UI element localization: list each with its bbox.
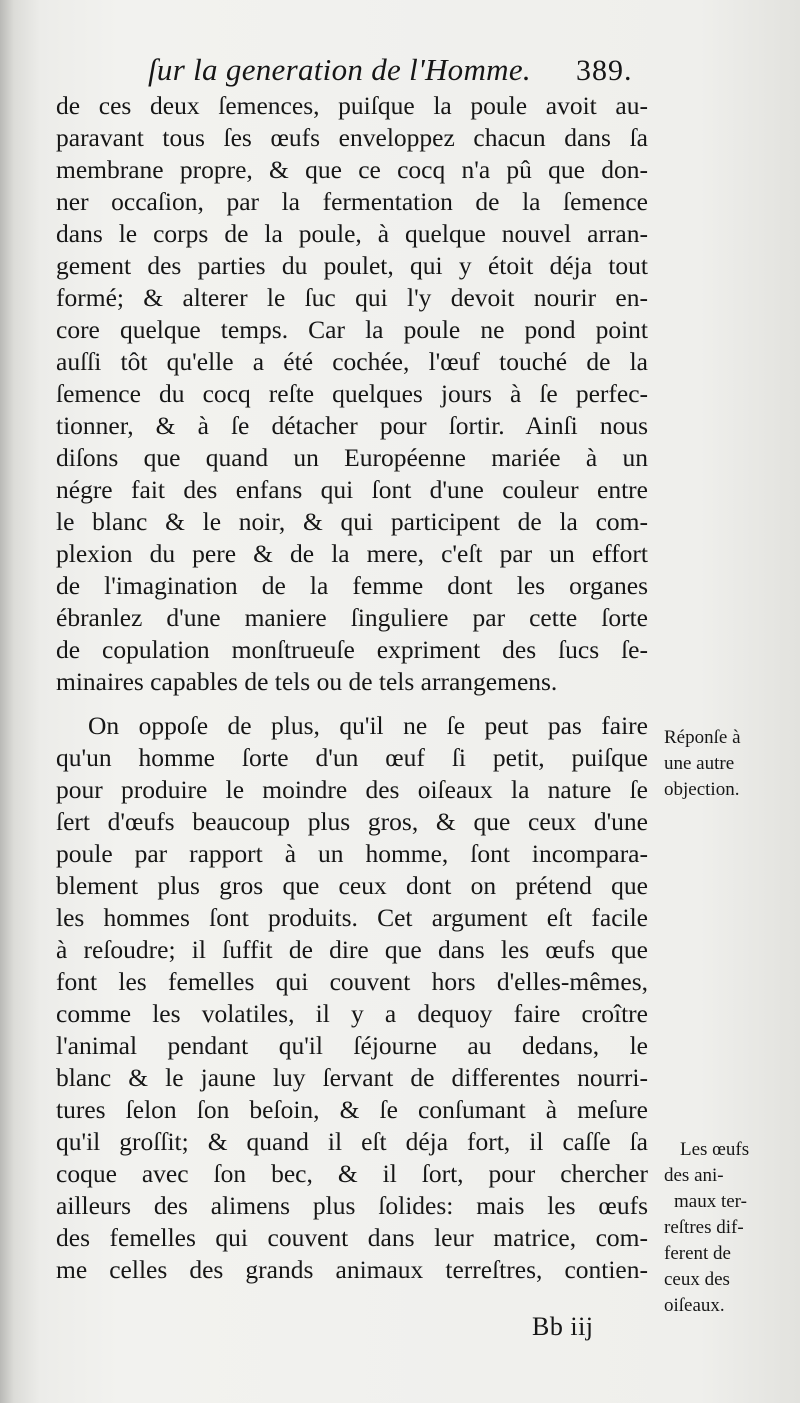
- text-line: diſons que quand un Européenne mariée à un: [56, 443, 648, 472]
- text-line: ébranlez d'une maniere ſinguliere par cette ſorte: [56, 603, 648, 632]
- margin-note-line: maux ter-: [674, 1191, 747, 1212]
- margin-note-line: ceux des: [664, 1269, 730, 1290]
- text-line: de copulation monſtrueuſe expriment des ſucs ſe-: [56, 635, 648, 664]
- signature-mark: Bb iij: [532, 1312, 594, 1341]
- text-line: ſert d'œufs beaucoup plus gros, & que ceux d'une: [56, 807, 648, 836]
- text-line: comme les volatiles, il y a dequoy faire croître: [56, 999, 648, 1028]
- text-line: coque avec ſon bec, & il ſort, pour chercher: [56, 1159, 648, 1188]
- text-line: auſſi tôt qu'elle a été cochée, l'œuf touché de la: [56, 347, 648, 376]
- text-line: pour produire le moindre des oiſeaux la nature ſe: [56, 775, 648, 804]
- page-number: 389.: [576, 54, 633, 87]
- text-line: gement des parties du poulet, qui y étoit déja tout: [56, 251, 648, 280]
- margin-note-line: une autre: [664, 753, 735, 774]
- margin-note-line: Les œufs: [680, 1139, 750, 1160]
- text-line: dans le corps de la poule, à quelque nouvel arran-: [56, 219, 648, 248]
- margin-note-line: oiſeaux.: [664, 1295, 725, 1316]
- text-line: blanc & le jaune luy ſervant de differentes nourri-: [56, 1063, 648, 1092]
- text-line: l'animal pendant qu'il ſéjourne au dedans, le: [56, 1031, 648, 1060]
- text-line: négre fait des enfans qui ſont d'une couleur entre: [56, 475, 648, 504]
- text-line: les hommes ſont produits. Cet argument eſt facile: [56, 903, 648, 932]
- text-line: de ces deux ſemences, puiſque la poule avoit au-: [56, 91, 648, 120]
- running-head-title: ſur la generation de l'Homme.: [148, 52, 531, 87]
- text-line: font les femelles qui couvent hors d'elles-mêmes,: [56, 967, 648, 996]
- text-line: tionner, & à ſe détacher pour ſortir. Ainſi nous: [56, 411, 648, 440]
- text-line: ailleurs des alimens plus ſolides: mais les œufs: [56, 1191, 648, 1220]
- text-line: plexion du pere & de la mere, c'eſt par un effort: [56, 539, 648, 568]
- margin-note-line: objection.: [664, 779, 740, 800]
- margin-note-line: ferent de: [664, 1243, 731, 1264]
- text-line: formé; & alterer le ſuc qui l'y devoit nourir en-: [56, 283, 648, 312]
- text-line: le blanc & le noir, & qui participent de la com-: [56, 507, 648, 536]
- running-head: [0, 52, 800, 92]
- text-line: blement plus gros que ceux dont on prétend que: [56, 871, 648, 900]
- margin-note-line: reſtres dif-: [664, 1217, 744, 1238]
- text-line: qu'il groſſit; & quand il eſt déja fort, il caſſe ſa: [56, 1127, 648, 1156]
- text-line: ſemence du cocq reſte quelques jours à ſe perfec-: [56, 379, 648, 408]
- text-line: à reſoudre; il ſuffit de dire que dans les œufs que: [56, 935, 648, 964]
- text-line: minaires capables de tels ou de tels arrangemens.: [56, 667, 558, 696]
- text-line: de l'imagination de la femme dont les organes: [56, 571, 648, 600]
- text-line: tures ſelon ſon beſoin, & ſe conſumant à meſure: [56, 1095, 648, 1124]
- text-line: membrane propre, & que ce cocq n'a pû que don-: [56, 155, 648, 184]
- text-line: core quelque temps. Car la poule ne pond point: [56, 315, 648, 344]
- text-line: me celles des grands animaux terreſtres, contien-: [56, 1255, 648, 1284]
- text-line: qu'un homme ſorte d'un œuf ſi petit, puiſque: [56, 743, 648, 772]
- text-line: poule par rapport à un homme, ſont incompara-: [56, 839, 648, 868]
- margin-note-line: des ani-: [664, 1165, 724, 1186]
- margin-note-line: Réponſe à: [664, 727, 741, 748]
- text-line: ner occaſion, par la fermentation de la ſemence: [56, 187, 648, 216]
- paragraph-first-line: On oppoſe de plus, qu'il ne ſe peut pas faire: [88, 711, 648, 740]
- text-line: des femelles qui couvent dans leur matrice, com-: [56, 1223, 648, 1252]
- text-line: paravant tous ſes œufs enveloppez chacun dans ſa: [56, 123, 648, 152]
